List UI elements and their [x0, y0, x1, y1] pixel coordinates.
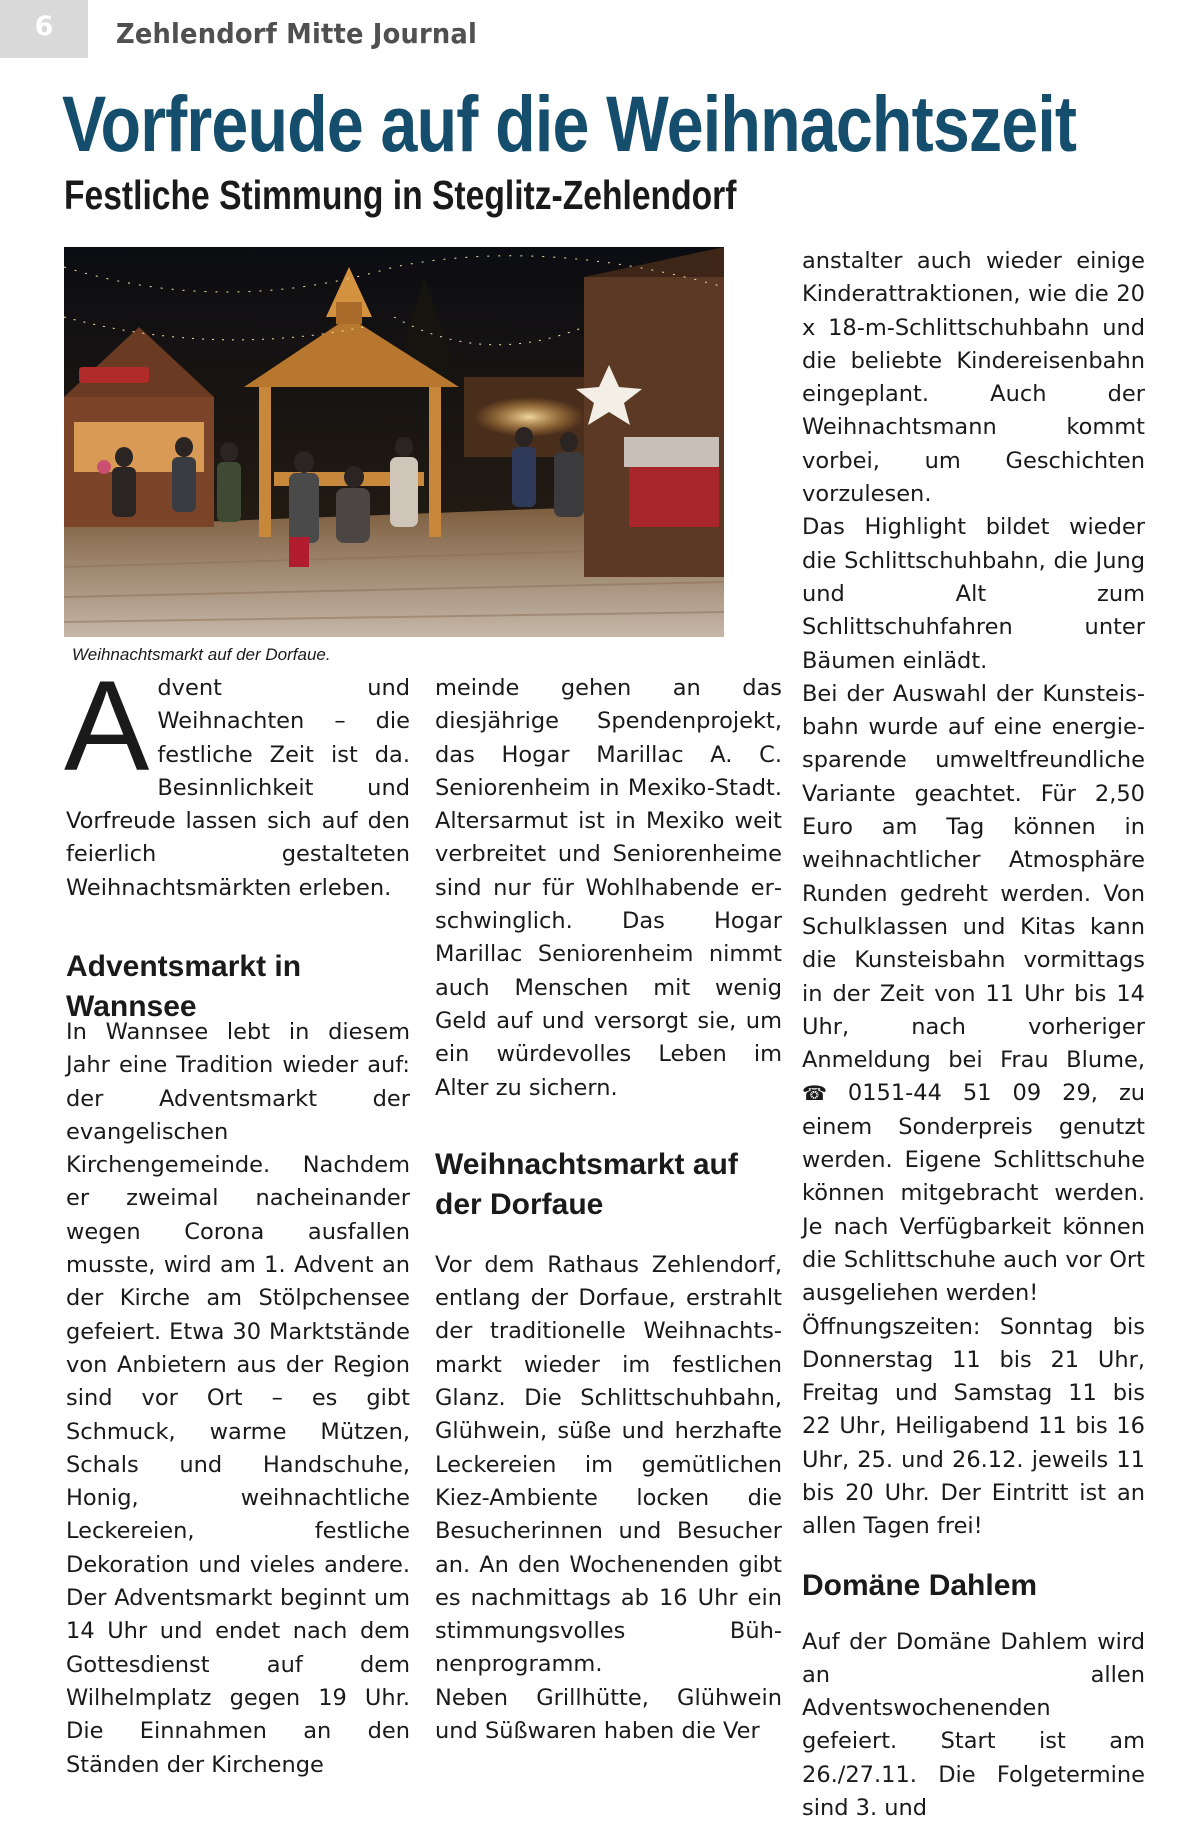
section3-paragraph: Auf der Domäne Dahlem wird an allen Adventswochenenden gefeiert. Start ist am 26./27.11. Die Folgetermine sind 3. und [802, 1628, 1145, 1822]
section2-paragraph-b-start: Neben Grillhütte, Glühwein und Süßwaren haben die Ver [435, 1684, 782, 1745]
christmas-market-photo [64, 247, 724, 637]
drop-cap: A [64, 655, 150, 798]
intro-paragraph [64, 655, 410, 905]
column-2 [435, 672, 782, 1748]
intro-text: dvent und Weihnachten – die festliche Zeit ist da. Besinnlichkeit und Vorfreude lassen sich auf den feierlich gestalteten Weihnachtsmärkten erleben. [66, 675, 410, 901]
section1-text-col2: meinde gehen an das diesjährige Spendenprojekt, das Hogar Marillac A. C. Seniorenheim in Mexiko-Stadt. Altersarmut ist in Mexiko weit verbreitet und Seniorenheime sind nur für Wohlhabende erschwinglich. Das Hogar Marillac Seniorenheim nimmt auch Menschen mit wenig Geld auf und versorgt sie, um ein würdevolles Leben im Alter zu sichern. [435, 675, 782, 1101]
opening-hours: Öffnungszeiten: Sonntag bis Donnerstag 11 bis 21 Uhr, Freitag und Samstag 11 bis 22 Uhr, Heiligabend 11 bis 16 Uhr, 25. und 26.12. jeweils 11 bis 20 Uhr. Der Eintritt ist an allen Tagen frei! [802, 1313, 1145, 1540]
section2-paragraph-c: Das Highlight bildet wieder die Schlittschuhbahn, die Jung und Alt zum Schlittschuhfahren unter Bäumen einlädt. [802, 514, 1145, 674]
article-subheadline: Festliche Stimmung in Steglitz-Zehlendorf [64, 172, 737, 218]
section1-body-part1 [66, 1016, 410, 1782]
article-headline: Vorfreude auf die Weihnachtszeit [62, 79, 1077, 168]
section-title-adventsmarkt: Adventsmarkt in Wannsee [66, 950, 302, 1024]
page-number: 6 [0, 0, 88, 58]
photo-caption: Weihnachtsmarkt auf der Dorfaue. [72, 645, 331, 664]
phone-number: 0151-44 51 09 29 [847, 1080, 1091, 1107]
section2-paragraph-b-end: anstalter auch wieder einige Kinderattraktionen, wie die 20 x 18-m-Schlittschuhbahn und die beliebte Kindereisenbahn eingeplant. Auch der Weihnachtsmann kommt vorbei, um Geschichten vorzulesen. [802, 248, 1145, 508]
section1-text-col1: In Wannsee lebt in diesem Jahr eine Tradition wieder auf: der Adventsmarkt der evangelischen Kirchengemeinde. Nachdem er zweimal nacheinander wegen Corona ausfallen musste, wird am 1. Advent an der Kirche am Stölpchensee gefeiert. Etwa 30 Marktstände von Anbietern aus der Region sind vor Ort – es gibt Schmuck, warme Mützen, Schals und Handschuhe, Honig, weihnachtliche Leckereien, festliche Dekoration und vieles andere. Der Adventsmarkt beginnt um 14 Uhr und endet nach dem Gottesdienst auf dem Wilhelmplatz gegen 19 Uhr. Die Einnahmen an den Ständen der Kirchenge [66, 1019, 410, 1778]
section-title-weihnachtsmarkt: Weihnachtsmarkt auf der Dorfaue [435, 1147, 738, 1221]
section2-paragraph-a: Vor dem Rathaus Zehlendorf, entlang der Dorfaue, erstrahlt der traditionelle Weihnachtsmarkt wieder im festlichen Glanz. Die Schlittschuhbahn, Glühwein, süße und herzhafte Leckereien im gemütlichen Kiez-Ambiente locken die Besucherinnen und Besucher an. An den Wochenenden gibt es nachmittags ab 16 Uhr ein stimmungsvolles Bühnenprogramm. [435, 1251, 782, 1678]
section2-text-d2: , zu einem Sonderpreis genutzt werden. Eigene Schlittschuhe können mitgebracht werden. Je nach Verfügbarkeit können die Schlittschuhe auch vor Ort ausgeliehen werden! [802, 1080, 1146, 1307]
journal-name: Zehlendorf Mitte Journal [116, 17, 477, 50]
column-3 [802, 245, 1145, 1825]
section2-paragraph-d [802, 678, 1145, 1311]
telephone-icon: ☎ [802, 1081, 827, 1106]
christmas-market-illustration [64, 247, 724, 637]
section2-text-d1: Bei der Auswahl der Kunsteisbahn wurde auf eine energiesparende umweltfreundliche Variante geachtet. Für 2,50 Euro am Tag können in weihnachtlicher Atmosphäre Runden gedreht werden. Von Schulklassen und Kitas kann die Kunsteisbahn vormittags in der Zeit von 11 Uhr bis 14 Uhr, nach vorheriger Anmeldung bei Frau Blume, [802, 680, 1145, 1074]
section-title-domaene-dahlem: Domäne Dahlem [802, 1568, 1038, 1602]
column-1 [64, 655, 410, 1051]
